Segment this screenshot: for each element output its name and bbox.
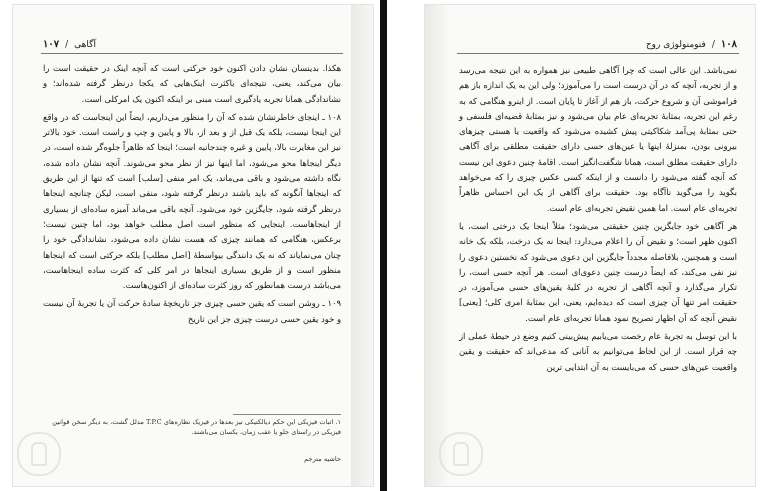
paragraph: ۱۰۹ ـ روشن است که یقین حسی چیزی جز تاریخچهٔ سادهٔ حرکت آن یا تجربهٔ آن نیست و خود یقین حسی درست چیزی جز این تاریخ <box>43 298 341 324</box>
header-rule <box>41 53 343 54</box>
page-number: ۱۰۸ <box>720 39 737 50</box>
left-page-spine-shadow <box>351 5 373 486</box>
header-separator: / <box>711 40 715 50</box>
paragraph: ۱۰۸ ـ اینجای خاطرنشان شده که آن را منظور می‌داریم، ایضاً این اینجاست که در واقع این اینجا نیست، بلکه یک قبل از و بعد از، بالا و پایین و چپ و راست است. خود بالاتر نیز این مغایرت بالا، پایین و غیره چندجانبه است؛ اینجا که ظاهراً جلوه‌گر شده است، در دیگر اینجاها محو می‌شود، اما اینها نیز از نظر محو می‌شوند. آنچه نشان داده شده، نگاه داشته می‌شود و باقی می‌ماند، یک امر منفی [سلب] است که تنها از این طریق که اینجاها آنگونه که باید باشند درنظر گرفته شود، منفی است، لیکن چنانچه اینجاها درنظر گرفته شود، جایگزین خود می‌شود. آنچه باقی می‌ماند آمیزه ساده‌ای از بسیاری از اینجاهاست. اینجایی که منظور است اصل مطلب خواهد بود، اما چنین نیست؛ برعکس، هنگامی که همانند چیزی که هست نشان داده می‌شود، نشاندادگی خود را چنان می‌نمایاند که نه یک دانندگی بیواسطهٔ [اصل مطلب] بلکه حرکتی است که اینجاها منظور است و از طریق بسیاری اینجاها در امر کلی که کثرت ساده اینجاهاست، می‌باشد درست همانطور که روز کثرت ساده‌ای از اکنون‌هاست. <box>43 111 341 291</box>
library-stamp-icon <box>17 432 61 476</box>
right-page-header <box>646 39 737 50</box>
header-rule <box>457 53 739 54</box>
paragraph: با این توسل به تجربهٔ عام رخصت می‌یابیم پیش‌بینی کنیم وضع در حیطهٔ عملی از چه قرار است. از این لحاظ می‌توانیم به آنانی که مدعی‌اند که حقیقت و یقین واقعیت عین‌های حسی که می‌بایست به آن ابتدایی ترین <box>459 331 737 372</box>
running-title: فنومنولوژی روح <box>645 40 706 50</box>
paragraph: هکذا. بدینسان نشان دادن اکنون خود حرکتی است که آنچه اینک در حقیقت است را بیان می‌کند، یعنی، نتیجه‌ای باکثرت اینک‌هایی که یکجا درنظر گرفته شده‌اند؛ و نشاندادگی همانا تجربه یادگیری است مبنی بر اینکه اکنون یک امرکلی است. <box>43 63 341 104</box>
footnotes <box>43 417 341 437</box>
footnote: ۱. اثبات فیزیکی این حکم دیالکتیکی نیز بعدها در فیزیک نظاره‌های T.P.C مدلل گشت، به دیگر سخن قوانین فیزیکی در راستای جلو یا عقب زمان، یکسان می‌باشند. <box>52 418 341 436</box>
page-number: ۱۰۷ <box>43 39 60 50</box>
book-gutter <box>380 0 387 491</box>
running-title: آگاهی <box>74 40 96 50</box>
footnote-rule <box>233 414 341 415</box>
left-page-header <box>43 39 96 50</box>
left-page <box>12 4 374 487</box>
right-page-body <box>459 63 737 375</box>
footnote-attribution: حاشیه مترجم <box>304 455 341 463</box>
left-page-body <box>43 61 341 327</box>
header-separator: / <box>65 40 69 50</box>
paragraph: هر آگاهی خود جایگزین چنین حقیقتی می‌شود؛ مثلاً اینجا یک درختی است، یا اکنون ظهر است؛ و نقیض آن را اعلام می‌دارد: اینجا نه یک درخت، بلکه یک خانه است و همچنین، بلافاصله مجدداً جایگزین این دعوی می‌شود که نخستین دعوی را نیز نفی می‌کند، که ایضاً درست چنین دعوی‌ای است. هر آنچه حسی است، را تکرار می‌گذارد و آنچه آگاهی از تجربه در کلیهٔ یقین‌های حسی می‌آموزد، در حقیقت امر تنها آن چیزی است که دیده‌ایم، یعنی، این بمثابهٔ امری کلی؛ [یعنی] نقیض آنچه که آن اظهار تصریح نمود همانا تجربه‌ای عام است. <box>459 220 737 323</box>
paragraph: نمی‌باشد. این عالی است که چرا آگاهی طبیعی نیز همواره به این نتیجه می‌رسد و از تجربه، آنچه که در آن درست است را می‌آموزد؛ ولی این به یک اندازه باز هم فراموشی آن و شروع حرکت، باز هم از آغاز تا پایان است. از اینرو هنگامی که به رغم این تجربه، بمثابهٔ تجربه‌ای عام بیان می‌شود و نیز بمثابهٔ قضیه‌ای فلسفی و حتی بمثابهٔ پی‌آمد شکاکیتی پیش کشیده می‌شود که واقعیت یا هستی چیزهای بیرونی بودن، بمنزلهٔ اینها یا عین‌های حسی دارای حقیقت مطلقی برای آگاهی دارای حقیقت مطلق است، همانا شگفت‌انگیز است. اقامهٔ چنین دعوی این نیست که آنچه گفته می‌شود را دانست و از اینکه کسی عکس چیزی را که می‌خواهد بگوید را می‌گوید ناآگاه بود. حقیقت برای آگاهی از یک این احساس ظاهراً تجربه‌ای عام است. اما همین نقیض تجربه‌ای عام است. <box>459 65 737 213</box>
right-page <box>424 4 756 487</box>
library-stamp-icon <box>439 432 483 476</box>
right-page-spine-shadow <box>425 5 447 486</box>
